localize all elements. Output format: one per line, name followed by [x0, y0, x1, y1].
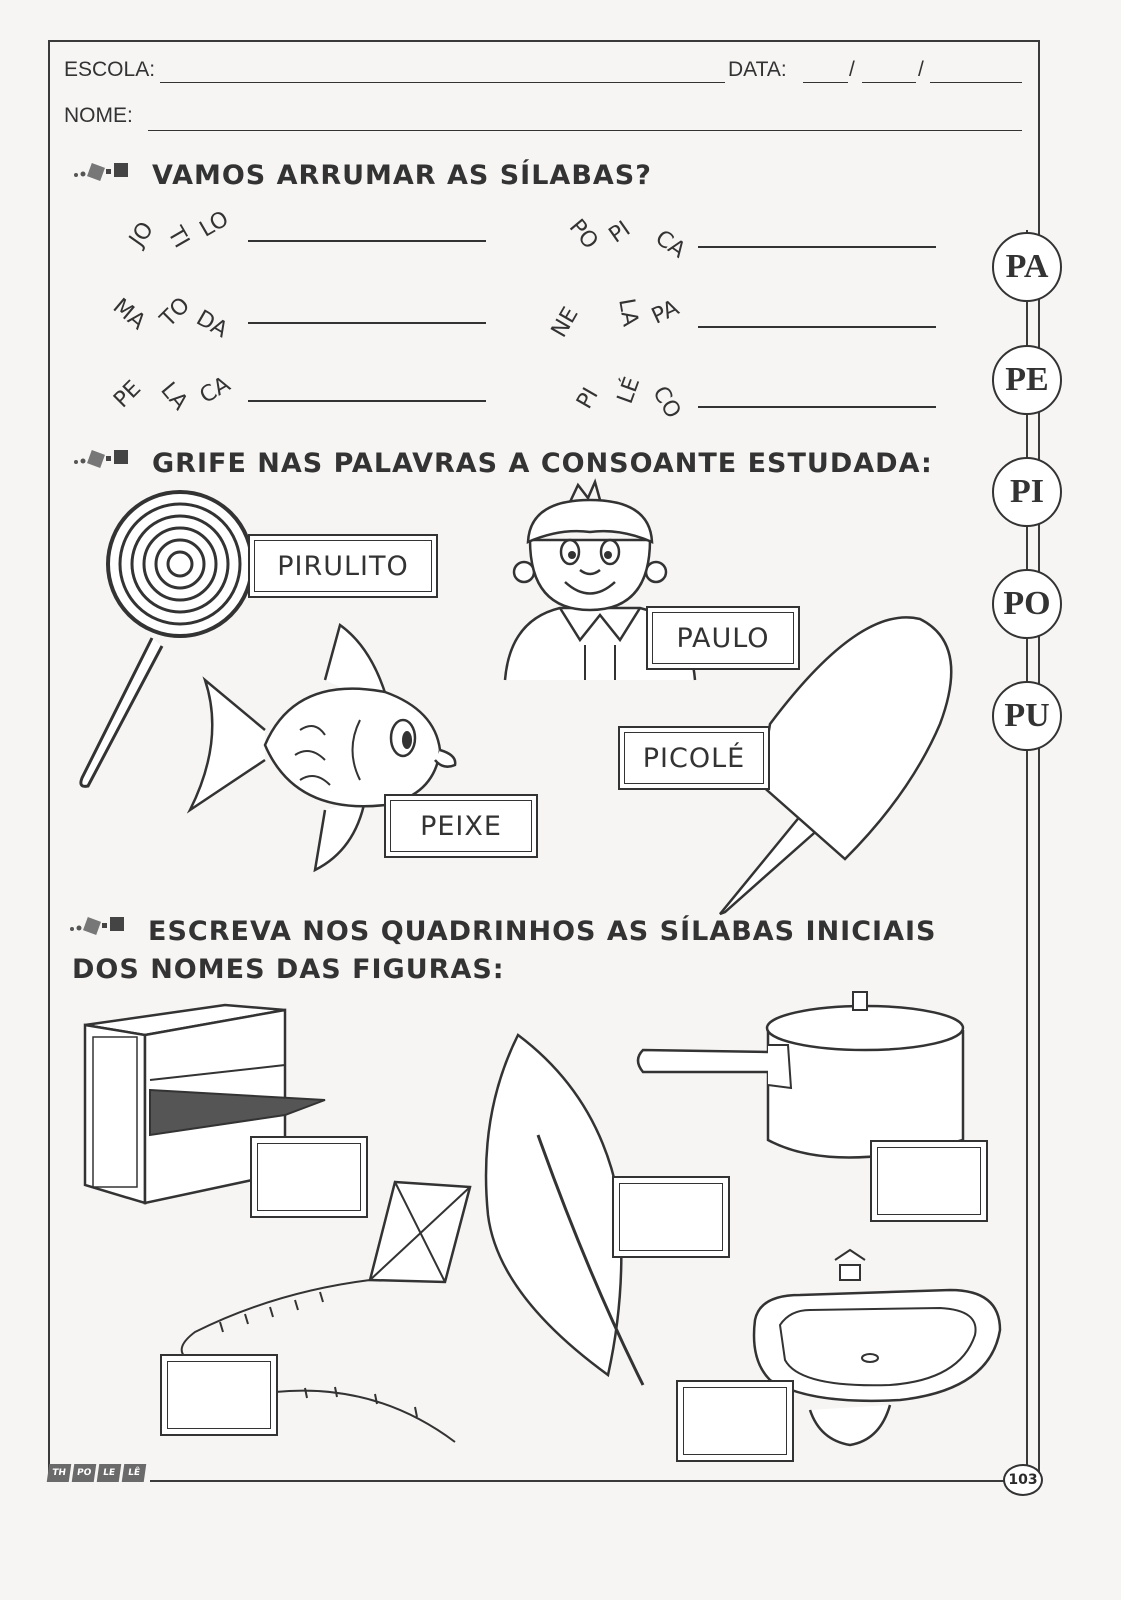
word-box-pirulito: PIRULITO [248, 534, 438, 598]
answer-line[interactable] [698, 406, 936, 408]
school-label: ESCOLA: [64, 58, 156, 81]
answer-box-kite[interactable] [160, 1354, 278, 1436]
word-box-picole: PICOLÉ [618, 726, 770, 790]
bullet-icon [72, 447, 152, 473]
date-year-field[interactable] [930, 82, 1022, 83]
syllable-circle-pi: PI [992, 457, 1062, 527]
answer-line[interactable] [698, 326, 936, 328]
syllable-circle-pa: PA [992, 232, 1062, 302]
syllable: DA [191, 305, 232, 344]
answer-box-feather[interactable] [612, 1176, 730, 1258]
answer-box-sink[interactable] [676, 1380, 794, 1462]
section3-title: ESCREVA NOS QUADRINHOS AS SÍLABAS INICIAIS [148, 916, 937, 947]
syllable: MA [107, 293, 151, 336]
word-box-peixe: PEIXE [384, 794, 538, 858]
syllable: LO [195, 206, 234, 243]
answer-line[interactable] [248, 400, 486, 402]
section3-title-line2: DOS NOMES DAS FIGURAS: [72, 954, 505, 985]
syllable-circle-po: PO [992, 569, 1062, 639]
word-box-paulo: PAULO [646, 606, 800, 670]
syllable: LA [613, 296, 643, 329]
syllable: LA [155, 377, 193, 416]
syllable: NE [546, 303, 584, 342]
answer-line[interactable] [698, 246, 936, 248]
section2-title: GRIFE NAS PALAVRAS A CONSOANTE ESTUDADA: [152, 448, 933, 479]
date-label: DATA: [728, 58, 787, 81]
date-month-field[interactable] [862, 82, 916, 83]
answer-line[interactable] [248, 322, 486, 324]
school-field[interactable] [160, 82, 725, 83]
syllable: TO [155, 292, 196, 333]
syllable: LÉ [612, 373, 646, 408]
syllable: CA [195, 372, 235, 409]
date-separator: / [849, 58, 855, 81]
syllable: PI [604, 216, 636, 249]
answer-line[interactable] [248, 240, 486, 242]
syllable: JO [124, 217, 159, 252]
syllable: CO [647, 382, 686, 423]
syllable: PI [572, 383, 604, 414]
syllable: PA [647, 295, 683, 330]
date-separator: / [918, 58, 924, 81]
answer-box-pot[interactable] [870, 1140, 988, 1222]
bottom-rule [150, 1480, 1005, 1482]
syllable: PE [109, 376, 147, 413]
bullet-icon [68, 914, 148, 940]
publisher-logo: TH PO LE LÊ [48, 1464, 145, 1482]
name-field[interactable] [148, 130, 1022, 131]
syllable-column-line [1026, 230, 1028, 1480]
name-label: NOME: [64, 104, 133, 127]
section1-title: VAMOS ARRUMAR AS SÍLABAS? [152, 160, 652, 191]
syllable: CA [650, 225, 690, 264]
date-day-field[interactable] [803, 82, 848, 83]
syllable-circle-pu: PU [992, 681, 1062, 751]
syllable: PO [563, 214, 603, 255]
page-number: 103 [1003, 1464, 1043, 1496]
bullet-icon [72, 160, 152, 186]
syllable: TI [162, 222, 194, 253]
syllable-circle-pe: PE [992, 345, 1062, 415]
